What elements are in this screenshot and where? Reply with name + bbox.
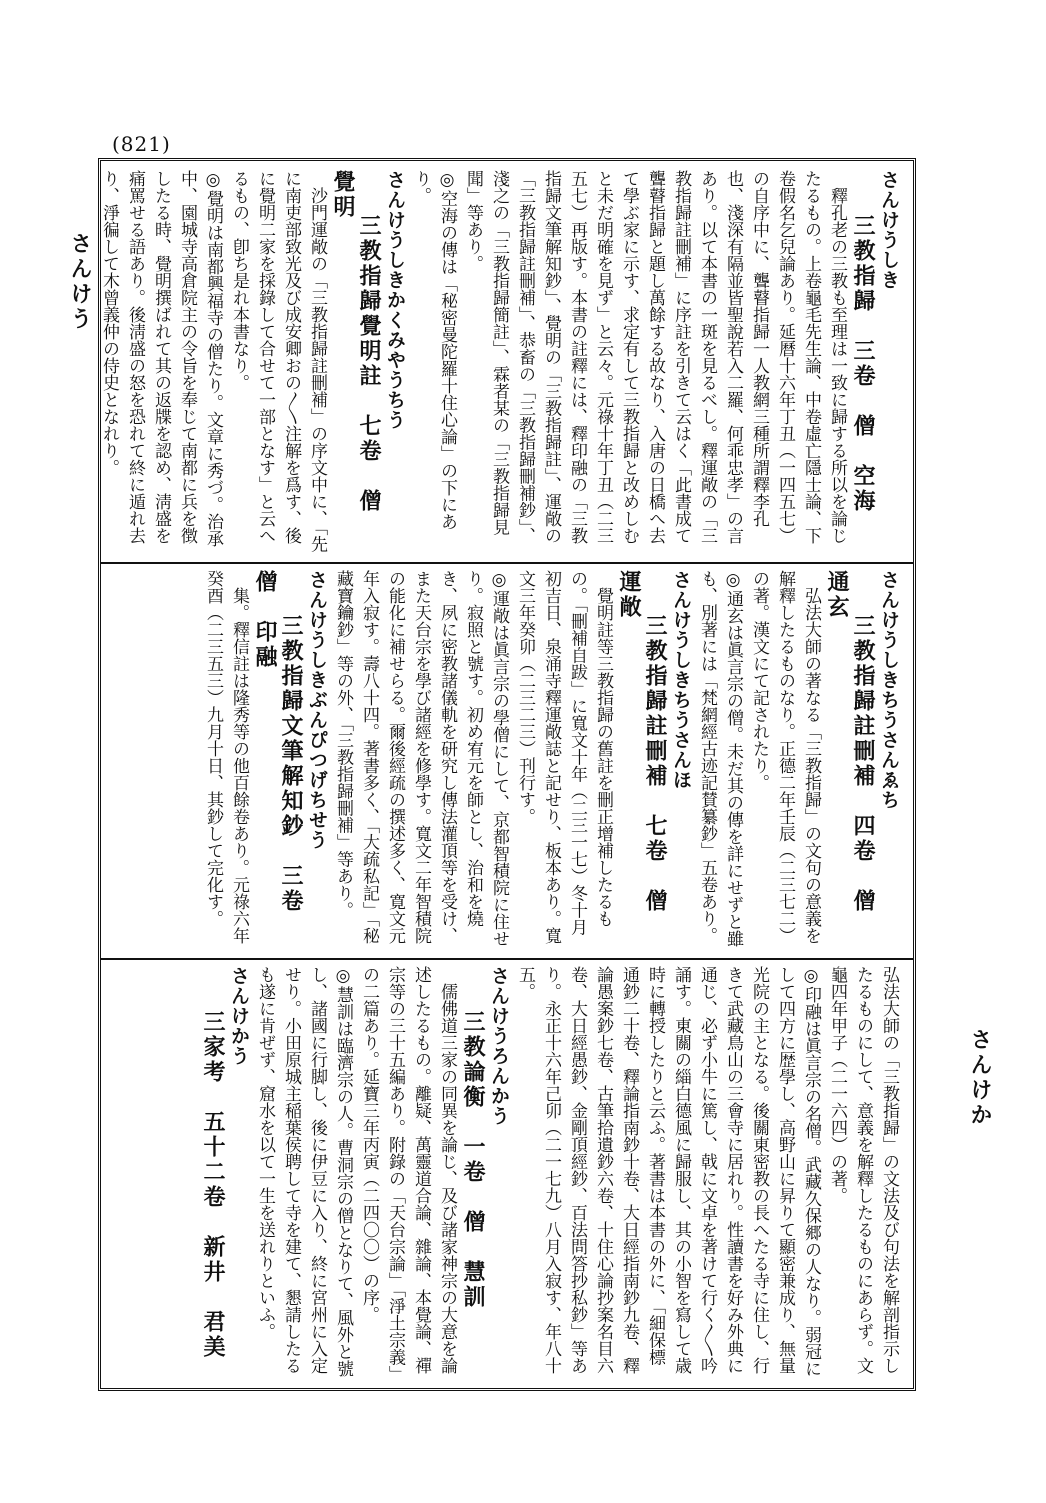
row-divider-1 [100,562,914,564]
entry-body: 弘法大師の著なる「三教指歸」の文句の意義を解釋したるものなり。正德二年壬辰（二三七二）の著。漢文にて記されたり。 [749,570,821,944]
entry-body-continued: 弘法大師の「三教指歸」の文法及び句法を解剖指示したるものにして、意義を解釋したるものにあらず。文龜四年甲子（二一六四）の著。 [827,966,899,1374]
entry-title: 三教指歸註刪補 四卷 僧 通玄 [824,570,876,939]
entry-heading: さんけうしきちうさんゑち [878,570,900,810]
section-sankyoshiki-chu [112,570,902,950]
entry-note: ◎覺明は南都興福寺の僧たり。文章に秀づ。治承中、園城寺高倉院主の令旨を奉じて南都に兵を徴したる時、覺明撰ばれて其の返牒を認め、淸盛を痛罵せる語あり。後淸盛の怒を恐れて終に遁れ去り、淨徧して木曾義仲の侍史となれり。 [99,170,223,547]
entry-heading: さんけうろんかう [488,966,510,1126]
entry-body: 沙門運敞の「三教指歸註刪補」の序文中に、「先に南吏部致光及び成安卿おの〳〵注解を爲す、後に覺明二家を採錄して合せて一部となす」と云へるもの、卽ち是れ本書なり。 [229,170,327,553]
entry-body: 覺明註等三教指歸の舊註を刪正增補したるもの。「刪補自跋」に寬文十年（二三一七）冬十月初吉日、泉涌寺釋運敞誌と記せり、板本あり。寬文三年癸卯（二三二三）刊行す。 [515,570,613,944]
entry-title: 三教指歸 三卷 僧 空海 [850,214,876,514]
entry-note: ◎通玄は眞言宗の僧。未だ其の傳を詳にせずと雖も、別著には「梵網經古迹記賛纂鈔」五卷あり。 [697,570,743,947]
entry-note: ◎空海の傳は「秘密曼陀羅十住心論」の下にあり。 [411,170,457,530]
entry-title: 三教指歸覺明註 七卷 僧 覺明 [330,170,382,539]
entry-title: 三教指歸註刪補 七卷 僧 運敞 [616,570,668,939]
entry-body: 儒佛道三家の同異を論じ、及び諸家神宗の大意を論述したるもの。離疑、萬靈道合論、雜論、本覺論、禪宗等の三十五編あり。附錄の「天台宗論」「淨土宗義」の二篇あり。延寶三年丙寅（二四〇〇）の序。 [359,966,457,1374]
page-number: (821) [112,132,171,156]
entry-body: 集。釋信註は隆秀等の他百餘卷あり。元祿六年癸酉（二三五三）九月十日、其鈔して完化す。 [203,570,249,944]
entry-note: ◎慧訓は臨濟宗の人。曹洞宗の僧となりて、風外と號し、諸國に行脚し、後に伊豆に入り、終に宮州に入定せり。小田原城主稲葉侯聘して寺を建て、懇請したるも遂に肯ぜず、窟水を以て一生を送れりといふ。 [255,966,353,1377]
entry-heading: さんけうしきかくみやうちう [384,170,406,430]
entry-title: 三家考 五十二卷 新井 君美 [200,1010,226,1360]
entry-heading: さんけかう [228,966,250,1066]
section-sankyoshiki [99,170,902,554]
entry-note: ◎運敞は眞言宗の學僧にして、京都智積院に住せり。寂照と號す。初め宥元を師とし、治和を燒き、夙に密教諸儀軌を研究し傳法灌頂等を受け、また天台宗を學び諸經を修學す。寬文二年智積院の能化に補せらる。爾後經疏の撰述多く、寛文元年入寂す。壽八十四。著書多く、「大疏私記」「秘藏寶鑰鈔」等の外、「三教指歸刪補」等あり。 [333,570,509,947]
entry-title: 三教論衡 一卷 僧 慧訓 [460,1010,486,1310]
row-divider-2 [100,958,914,960]
running-head-top: さんけう [67,232,92,332]
entry-note: ◎印融は眞言宗の名僧。武藏久保郷の人なり。弱冠にして四方に歴學し、高野山に昇りて顯密兼成り、無量光院の主となる。後關東密教の長へたる寺に住し、行きて武藏鳥山の三會寺に居れり。性讀書を好み外典に通じ、必ず小牛に篤し、戟に文卓を著けて行く〳〵吟誦す。東關の緇白德風に歸服し、其の小智を寫して歳時に轉授したりと云ふ。著書は本書の外に、「細保標通鈔二十卷、釋論指南鈔十卷、大日經指南鈔九卷、釋論愚案鈔七卷、古筆拾遺鈔六卷、十住心論抄案名目六卷、大日經愚鈔、金剛頂經鈔、百法問答抄私鈔」等あり。永正十六年己卯（二一七九）八月入寂す、年八十五。 [515,966,821,1377]
running-head-bottom: さんけか [967,1028,992,1128]
entry-heading: さんけうしき [878,170,900,290]
entry-title: 三教指歸文筆解知鈔 三卷 僧 印融 [252,570,304,939]
entry-heading: さんけうしきちうさんほ [670,570,692,790]
section-sankyoron [112,966,902,1382]
entry-body: 釋孔老の三教も至理は一致に歸する所以を論じたるもの。上卷龜毛先生論、中卷虛亡隱士論、下卷假名乞兒論あり。延曆十六年丁丑（一四五七）の自序中に、聾瞽指歸一人教網三種所謂釋李孔也、淺深有隔並皆聖說若入二羅、何乖忠孝」の言あり。以て本書の一斑を見るべし。釋運敞の「三教指歸註刪補」に序註を引きて云はく「此書成て聾瞽指歸と題し萬餘する故なり、入唐の日橋へ去て學ぶ家に示す、求定有して三教指歸と改めしむと未だ明確を見ず」と云々。元祿十年丁丑（二三五七）再版す。本書の註釋には、釋印融の「三教指歸文筆解知鈔」、覺明の「三教指歸註」、運敞の「三教指歸註刪補」、恭畜の「三教指歸刪補鈔」、淺之の「三教指歸簡註」、霖者某の「三教指歸見聞」等あり。 [463,170,847,544]
entry-heading: さんけうしきぶんぴつげちせう [306,570,328,850]
